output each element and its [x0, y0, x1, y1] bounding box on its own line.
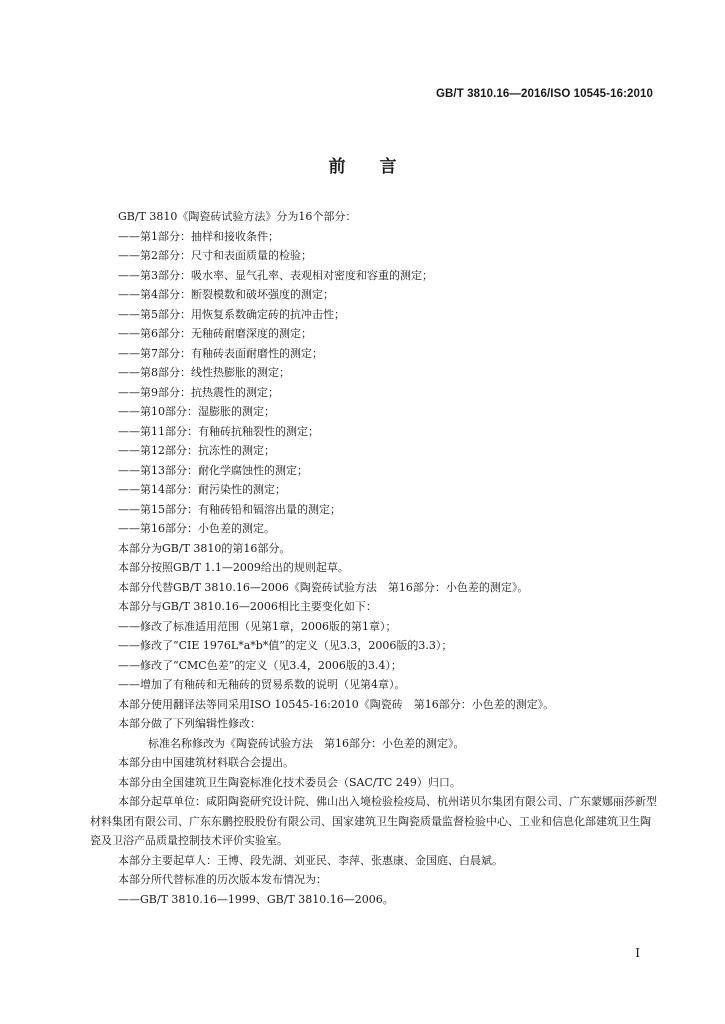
text-line: 本部分主要起草人：王博、段先湖、刘亚民、李萍、张惠康、金国庭、白晨斌。 — [118, 853, 503, 867]
text-line: 本部分做了下列编辑性修改： — [118, 717, 261, 730]
standard-code-header: GB/T 3810.16—2016/ISO 10545-16:2010 — [435, 88, 653, 100]
title-char-1: 前 — [328, 157, 346, 177]
history-item: ——GB/T 3810.16—1999、GB/T 3810.16—2006。 — [118, 892, 394, 906]
part-item: ——第10部分：湿膨胀的测定； — [118, 405, 275, 418]
text-line: 本部分代替GB/T 3810.16—2006《陶瓷砖试验方法 第16部分：小色差的测定》。 — [118, 580, 529, 594]
text-line: 本部分由中国建筑材料联合会提出。 — [118, 756, 294, 769]
part-item: ——第8部分：线性热膨胀的测定； — [118, 366, 290, 379]
text-line: 本部分由全国建筑卫生陶瓷标准化技术委员会（SAC/TC 249）归口。 — [118, 775, 461, 789]
part-item: ——第16部分：小色差的测定。 — [118, 522, 275, 535]
part-item: ——第4部分：断裂模数和破坏强度的测定； — [118, 288, 334, 301]
text-line: 本部分按照GB/T 1.1—2009给出的规则起草。 — [118, 561, 349, 574]
change-item: ——增加了有釉砖和无釉砖的贸易系数的说明（见第4章）。 — [118, 678, 406, 691]
part-item: ——第6部分：无釉砖耐磨深度的测定； — [118, 327, 312, 340]
part-item: ——第2部分：尺寸和表面质量的检验； — [118, 249, 312, 262]
part-item: ——第14部分：耐污染性的测定； — [118, 483, 286, 496]
part-item: ——第3部分：吸水率、显气孔率、表观相对密度和容重的测定； — [118, 268, 433, 282]
part-item: ——第5部分：用恢复系数确定砖的抗冲击性； — [118, 307, 345, 321]
title-char-2: 言 — [379, 157, 397, 177]
part-item: ——第7部分：有釉砖表面耐磨性的测定； — [118, 346, 323, 360]
text-line: 本部分为GB/T 3810的第16部分。 — [118, 541, 291, 555]
text-line: 本部分所代替标准的历次版本发布情况为： — [118, 873, 327, 886]
page-title — [0, 152, 725, 177]
part-item: ——第12部分：抗冻性的测定； — [118, 444, 275, 457]
foreword-body — [90, 207, 658, 909]
part-item: ——第15部分：有釉砖铅和镉溶出量的测定； — [118, 502, 341, 516]
part-item: ——第11部分：有釉砖抗釉裂性的测定； — [118, 424, 319, 438]
page-number: I — [635, 946, 640, 960]
edit-item: 标准名称修改为《陶瓷砖试验方法 第16部分：小色差的测定》。 — [148, 736, 465, 750]
change-item: ——修改了标准适用范围（见第1章，2006版的第1章）； — [118, 619, 397, 633]
part-item: ——第9部分：抗热震性的测定； — [118, 385, 279, 399]
part-item: ——第13部分：耐化学腐蚀性的测定； — [118, 463, 308, 477]
part-item: ——第1部分：抽样和接收条件； — [118, 229, 279, 243]
text-line: 本部分使用翻译法等同采用ISO 10545-16:2010《陶瓷砖 第16部分：小色差的测定》。 — [118, 697, 555, 711]
drafting-units-paragraph: 本部分起草单位：咸阳陶瓷研究设计院、佛山出入境检验检疫局、杭州诺贝尔集团有限公司、广东蒙娜丽莎新型材料集团有限公司、广东东鹏控股股份有限公司、国家建筑卫生陶瓷质量监督检验中心、工业和信息化部建筑卫生陶瓷及卫浴产品质量控制技术评价实验室。 — [90, 795, 657, 847]
change-item: ——修改了“CIE 1976L*a*b*值”的定义（见3.3，2006版的3.3）； — [118, 639, 453, 652]
text-line: 本部分与GB/T 3810.16—2006相比主要变化如下： — [118, 600, 377, 613]
change-item: ——修改了“CMC色差”的定义（见3.4，2006版的3.4）； — [118, 658, 402, 672]
text-line: GB/T 3810《陶瓷砖试验方法》分为16个部分： — [118, 210, 357, 223]
